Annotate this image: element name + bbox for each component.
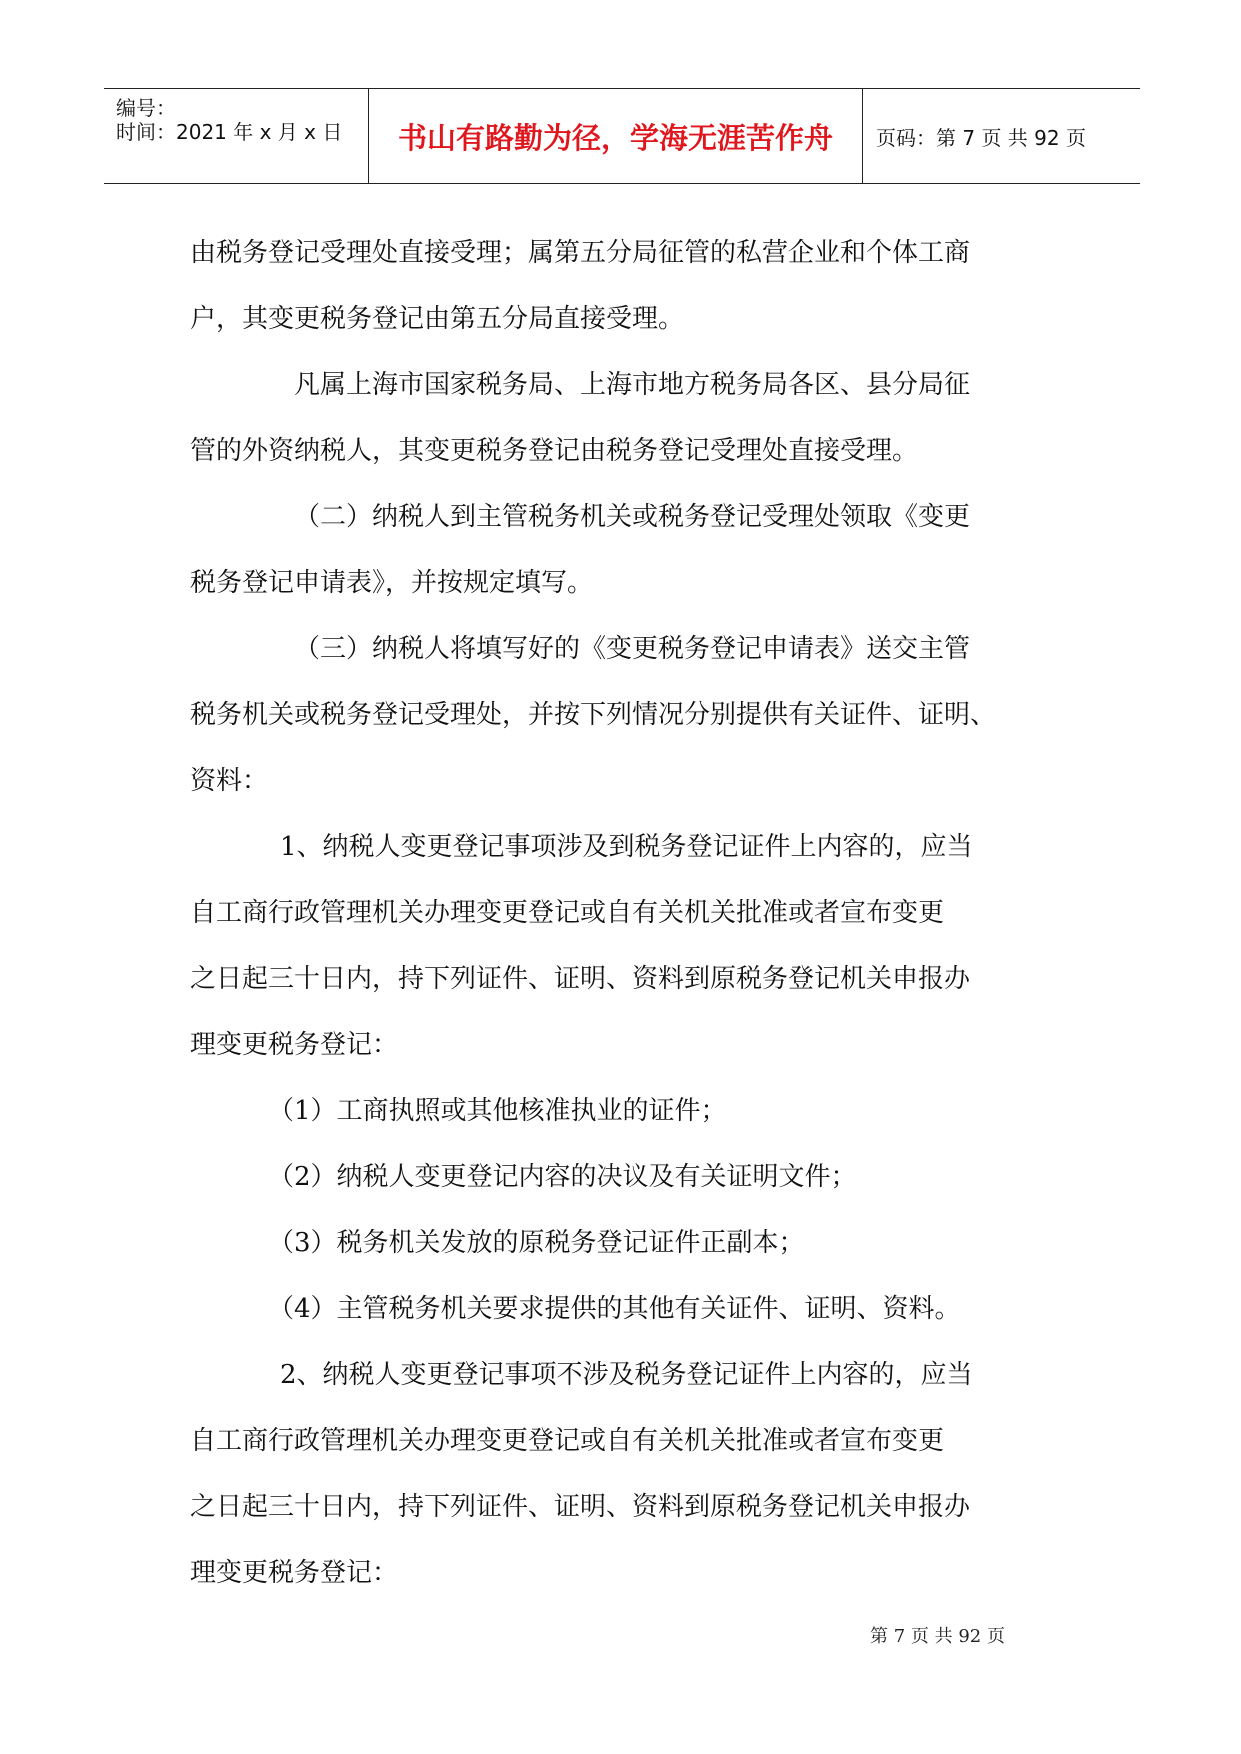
body-line: 资料： [190, 766, 269, 796]
header-middle-cell [369, 89, 863, 183]
page-header [104, 88, 1140, 184]
body-line: 税务登记申请表》，并按规定填写。 [190, 568, 594, 598]
body-line: 理变更税务登记： [190, 1558, 399, 1588]
list-item: （1）工商执照或其他核准执业的证件； [268, 1096, 727, 1126]
header-right-cell [864, 89, 1140, 183]
header-left-cell [104, 89, 369, 183]
body-line: 之日起三十日内，持下列证件、证明、资料到原税务登记机关申报办 [190, 964, 971, 994]
document-body [190, 220, 1060, 1606]
body-line: 凡属上海市国家税务局、上海市地方税务局各区、县分局征 [294, 370, 971, 400]
document-time-label: 时间：2021 年 x 月 x 日 [116, 120, 343, 144]
document-number-label: 编号： [116, 96, 176, 120]
body-line: （三）纳税人将填写好的《变更税务登记申请表》送交主管 [294, 634, 971, 664]
body-line: （二）纳税人到主管税务机关或税务登记受理处领取《变更 [294, 502, 971, 532]
body-line: 之日起三十日内，持下列证件、证明、资料到原税务登记机关申报办 [190, 1492, 971, 1522]
body-line: 理变更税务登记： [190, 1030, 399, 1060]
body-line: 1、纳税人变更登记事项涉及到税务登记证件上内容的，应当 [280, 832, 973, 862]
body-line: 由税务登记受理处直接受理；属第五分局征管的私营企业和个体工商 [190, 238, 971, 268]
header-motto: 书山有路勤为径，学海无涯苦作舟 [397, 120, 833, 155]
body-line: 2、纳税人变更登记事项不涉及税务登记证件上内容的，应当 [280, 1360, 973, 1390]
list-item: （4）主管税务机关要求提供的其他有关证件、证明、资料。 [268, 1294, 961, 1324]
list-item: （2）纳税人变更登记内容的决议及有关证明文件； [268, 1162, 857, 1192]
list-item: （3）税务机关发放的原税务登记证件正副本； [268, 1228, 805, 1258]
body-line: 管的外资纳税人，其变更税务登记由税务登记受理处直接受理。 [190, 436, 919, 466]
page-footer: 第 7 页 共 92 页 [870, 1626, 1005, 1647]
body-line: 户，其变更税务登记由第五分局直接受理。 [190, 304, 685, 334]
body-line: 自工商行政管理机关办理变更登记或自有关机关批准或者宣布变更 [190, 898, 945, 928]
header-page-label: 页码：第 7 页 共 92 页 [876, 125, 1086, 150]
body-line: 自工商行政管理机关办理变更登记或自有关机关批准或者宣布变更 [190, 1426, 945, 1456]
body-line: 税务机关或税务登记受理处，并按下列情况分别提供有关证件、证明、 [190, 700, 997, 730]
